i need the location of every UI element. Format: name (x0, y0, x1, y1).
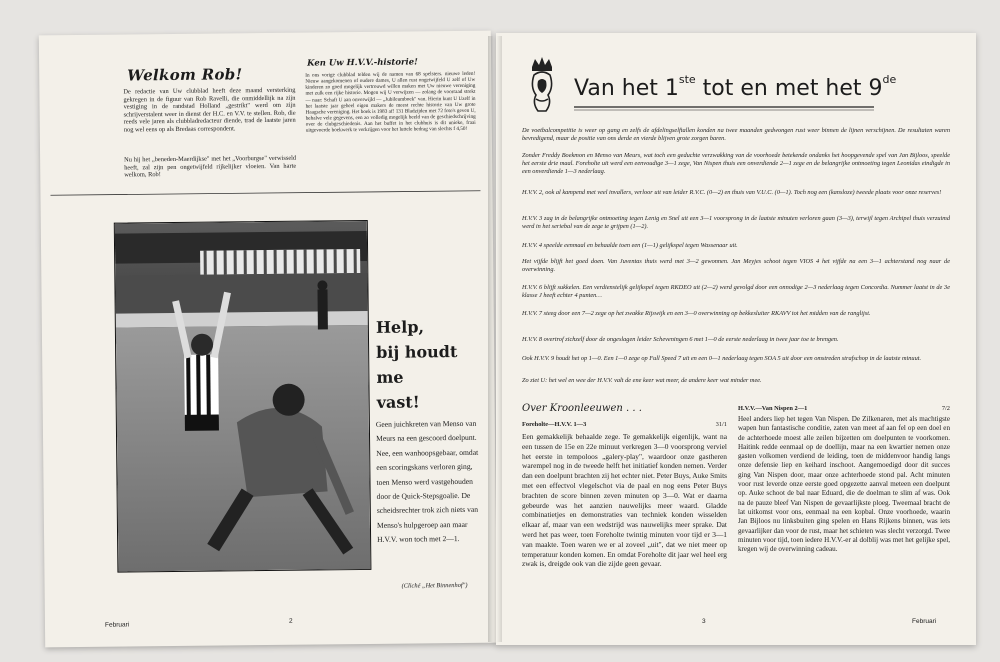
photo-headline (376, 314, 487, 415)
left-page (39, 31, 497, 648)
team-paragraph-6: H.V.V. 6 blijft sukkelen. Een verdienstelijk gelijkspel tegen RKDEO uit (2—2) werd gevolgd door een onnodige 2—3 nederlaag tegen Concordia. Nummer laatst in de 3e klasse J heeft echter 4 punten… (522, 284, 950, 299)
team-paragraph-2: H.V.V. 2, ook al kampend met veel invallers, verloor uit van leider R.V.C. (0—2) en thuis van V.U.C. (0—1). Toch nog een (kansloze) tweede plaats voor onze reserves! (522, 189, 942, 196)
team-paragraph-5: Het vijfde blijft het goed doen. Van Juventas thuis werd met 3—2 gewonnen. Jan Meyjes schoot tegen VIOS 4 het vijfde na een 3—1 achterstand nog naar de overwinning. (522, 258, 950, 273)
team-paragraph-8: H.V.V. 8 overtrof zichzelf door de ongeslagen leider Scheveningen 6 met 1—0 de eerste nederlaag in twee jaar toe te brengen. (522, 336, 839, 343)
historie-title: Ken Uw H.V.V.-historie! (307, 57, 418, 69)
team-paragraph-9: Ook H.V.V. 9 houdt het op 1—0. Een 1—0 zege op Full Speed 7 uit en een 0—1 nederlaag tegen SOA 5 uit door een omstreden strafschop in de laatste minuut. (522, 355, 922, 362)
team-paragraph-3: H.V.V. 3 zag in de belangrijke ontmoeting tegen Lenig en Snel uit een 3—1 voorsprong in de laatste minuten verloren gaan (3—3), terwijl tegen Archipel thuis verzuimd werd in het seriebal van de zege te grijpen (1—2). (522, 215, 950, 230)
section-divider (50, 191, 480, 196)
photo-credit: (Cliché „Het Binnenhof") (401, 581, 468, 590)
match-2-title: H.V.V.—Van Nispen 2—1 (738, 405, 808, 412)
match-report-1-header (522, 421, 727, 428)
match-1-body: Een gemakkelijk behaalde zege. Te gemakkelijk eigenlijk, want na een tussen de 15e en 22e minuut verkregen 3—0 voorsprong verviel het eerste in tempoloos „galery-play", waardoor onze gastheren warempel nog in de tweede helft het initiatief konden nemen. Verder dan een doelpunt brachten zij het echter niet. Peter Buys, Auke Smits met een effectvol vlegelschot via de paal en nog eens Peter Buys brachten de score binnen zeven minuten op 3—0. Wat er daarna gebeurde was het aanzien nauwelijks meer waard. Gladde combinatietjes en demonstraties van techniek konden wisselden elkaar af, maar van een wedstrijd was nauwelijks meer sprake. Dat werd het pas weer, toen Foreholte twintig minuten voor tijd er 3—1 van maakte. Toen waren we er al zoveel „uit", dat we niet meer op temperatuur konden komen. En omdat Foreholte dit jaar wel heel erg zwak is, dreigde ook van die zijde geen gevaar. (522, 432, 727, 569)
team-paragraph-7: H.V.V. 7 steeg door een 7—2 zege op het zwakke Rijswijk en een 3—0 overwinning op bekkesluiter RKAVV tot het midden van de ranglijst. (522, 310, 871, 317)
heading-sup-1: ste (678, 73, 696, 86)
intro-paragraph: De voetbalcompetitie is weer op gang en zelfs de afdelingselftallen konden na twee maanden gedwongen rust weer binnen de lijnen verschijnen. De resultaten waren bevredigend, maar de positie van ons derde en vierde blijven grote zorgen baren. (522, 127, 950, 142)
spine-shadow (488, 36, 502, 642)
welkom-body: De redactie van Uw clubblad heeft deze maand versterking gekregen in de figuur van Rob Ravelli, die onmiddellijk na zijn vestiging in de randstad Holland „gestrikt" werd om zijn schrijverstalent weer in dienst der H.C. en V.V. te stellen. Rob, die reeds vele jaren als clubbladredacteur diende, trad de laatste jaren nog wel eens op als Bredaas correspondent. (123, 86, 296, 134)
match-2-body: Heel anders liep het tegen Van Nispen. De Zilkenaren, met als machtigste wapen hun fantastische conditie, zaten van meet af aan fel op een doel en de achterhoede moest alle zeilen bijzetten om doelpunten te voorkomen. Haitink redde eenmaal op de doellijn, maar na een kwartier nemen onze gasten volkomen verdiend de leiding, toen de middenvoor handig langs onze defensie liep en keihard inschoot. Aangemoedigd door dit succes ging Van Nispen door, maar onze achterhoede stond pal. Acht minuten voor rust leverde onze eerste goed opgezette aanval meteen een doelpunt op. Auke schoot de bal naar Eduard, die de doelman te slim af was. Ook na de pauze bleef Van Nispen de gevaarlijkste ploeg. Tweemaal bracht de lat uitkomst voor ons, eenmaal na een kopbal. Onze voorhoede, waarin Jan Bijloos nu linksbuiten ging spelen en Hans Rijkens binnen, was iets gevaarlijker dan voor de rust, maar het schieten was slecht verzorgd. Twee minuten voor tijd, toen iedere H.V.V.-er al dolblij was met het gelijke spel, kregen wij de overwinning cadeau. (738, 415, 950, 554)
right-page (496, 33, 976, 645)
heading-part-2: tot en met het 9 (702, 76, 883, 101)
match-photo-image (115, 221, 371, 572)
match-1-title: Foreholte—H.V.V. 1—3 (522, 421, 587, 428)
match-report-2-header (738, 405, 950, 412)
team-paragraph-1: Zonder Freddy Boekmon en Menso van Meurs, wat toch een geduchte verzwakking van de voorhoede betekende ondanks het hoopgevende spel van Jan Bijloos, speelde het eerste drie maal. Foreholte uit werd een eenvoudige 3—1 zege, Van Nispen thuis een onverdiende 2—1 zege en de belangrijke ontmoeting tegen Leonidas eindigde in een onverdiende 1—3 nederlaag. (522, 152, 950, 175)
right-footer-page: 3 (702, 618, 706, 625)
match-report-1 (522, 421, 727, 569)
match-1-date: 31/1 (715, 421, 727, 428)
kroonleeuwen-title: Over Kroonleeuwen . . . (522, 403, 642, 414)
team-paragraph-4: H.V.V. 4 speelde eenmaal en behaalde toen een (1—1) gelijkspel tegen Wassenaar uit. (522, 242, 738, 249)
page-heading (574, 73, 896, 101)
heading-sup-2: de (882, 73, 897, 86)
match-report-2 (738, 405, 950, 554)
left-footer-page: 2 (288, 617, 293, 625)
heading-part-1: Van het 1 (574, 76, 679, 101)
photo-headline-line-3: vast! (376, 392, 420, 412)
team-paragraph-10: Zo ziet U: het wel en wee der H.V.V. valt de ene keer wat meer, de andere keer wat minder mee. (522, 377, 762, 384)
photo-headline-line-2: bij houdt me (376, 342, 458, 387)
heading-underline (574, 105, 874, 113)
crown-lion-crest-icon (526, 55, 558, 117)
historie-body: In ons vorige clubblad telden wij de namen van 68 spelsters. nieuwe leden! Nieuw aangekomenen of oudere dames, U allen rust ongetwijfeld U zelf of Uw kinderen zo goed mogelijk vertrouwd willen maken met Uw nieuwe vereniging met zulk een rijke historie. Mogen wij U verwijzen — zolang de voorraad strekt — naar: Schaft U aan onverwijld — „Jubileumboek" van. Hierin kunt U Uzelf in het laatste jaar geheel eigen makers de meest rechte historie van Uw grote Haagsche vereniging. Het boek is 1983 af! 131 Bladzijden met 72 foto's geven U, behalve vele gegevens, een zo volledig mogelijk beeld van de geschiedschrijving over de clubgeschiedenis. Aan het buffet in het clubhuis is dit unieke, fraai uitgevoerde boekwerk te verkrijgen voor het luttele bedrag van slechts f 4,50! (305, 70, 476, 134)
welkom-title: Welkom Rob! (127, 65, 243, 85)
right-footer-month: Februari (912, 618, 937, 625)
match-photo (114, 220, 372, 573)
photo-headline-line-1: Help, (375, 317, 425, 337)
welkom-body-2: Nu hij het „beneden-Maerdijkse" met het „Voorburgse" verwisseld heeft, zal zijn pen ongetwijfeld rijkelijker vloeien. Van harte welkom, Rob! (124, 154, 297, 179)
photo-caption-body: Geen juichkreten van Menso van Meurs na een gescoord doelpunt. Nee, een wanhoopsgebaar, omdat een scoringskans verloren ging, toen Menso werd vastgehouden door de Quick-Stepsgoalie. De scheidsrechter trok zich niets van Menso's hulpgeroep aan maar H.V.V. won toch met 2—1. (375, 418, 479, 545)
left-footer-month: Februari (104, 621, 130, 629)
match-2-date: 7/2 (941, 405, 950, 412)
